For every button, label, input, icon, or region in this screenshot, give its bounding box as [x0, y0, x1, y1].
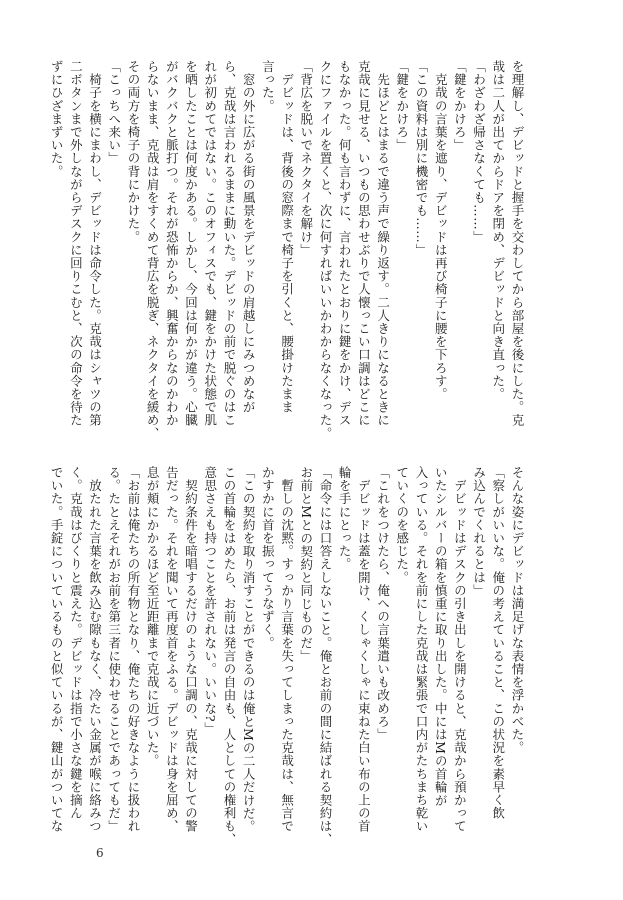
text-line: 「こっちへ来い」: [106, 60, 122, 165]
text-line: 告だった。それを聞いて再度首をふる。デビッドは身を屈め、: [164, 466, 180, 833]
text-line: 窓の外に広がる街の風景をデビッドの肩越しにみつめなが: [241, 60, 257, 414]
text-line: 「お前は俺たちの所有物となり、俺たちの好きなように扱われ: [125, 466, 141, 833]
upper-text-block: [49, 60, 527, 440]
text-line: 「察しがいいな。俺の考えていること、この状況を素早く飲: [490, 466, 506, 820]
text-line: 椅子を横にまわし、デビッドは命令した。克哉はシャツの第: [87, 60, 103, 427]
text-line: を理解し、デビッドと握手を交わしてから部屋を後にした。克: [510, 60, 525, 427]
text-line: その両方を椅子の背にかけた。: [125, 60, 141, 244]
text-line: がバクバクと脈打つ。それが恐怖からか、興奮からなのかわか: [164, 60, 180, 427]
text-line: 「鍵をかけろ」: [394, 60, 410, 152]
text-line: 息が頬にかかるほど至近距離まで克哉に近づいた。: [145, 466, 161, 768]
text-line: み込んでくれるとは」: [471, 466, 487, 597]
text-line: そんな姿にデビッドは満足げな表情を浮かべた。: [510, 466, 525, 755]
text-line: 二ボタンまで外しながらデスクに回りこむと、次の命令を待た: [68, 60, 84, 427]
text-line: 暫しの沈黙。すっかり言葉を失ってしまった克哉は、無言で: [279, 466, 295, 833]
text-line: 哉は二人が出てからドアを閉め、デビッドと向き直った。: [490, 60, 506, 401]
text-line: 「この契約を取り消すことができるのは俺とMの二人だけだ。: [241, 466, 257, 834]
text-line: 契約条件を暗唱するだけのような口調の、克哉に対しての警: [183, 466, 199, 833]
text-line: デビッドは、背後の窓際まで椅子を引くと、腰掛けたまま: [279, 60, 295, 414]
text-line: れが初めてではない。このオフィスでも、鍵をかけた状態で肌: [202, 60, 218, 427]
text-line: お前とMとの契約と同じものだ」: [298, 466, 314, 663]
text-line: 克哉の言葉を遮り、デビッドは再び椅子に腰を下ろす。: [433, 60, 449, 401]
text-line: 先ほどとはまるで違う声で繰り返す。二人きりになるときに: [375, 60, 391, 427]
text-line: 「背広を脱いでネクタイを解け」: [298, 60, 314, 257]
text-line: る。たとえそれがお前を第三者に使わせることであってもだ」: [106, 466, 122, 833]
text-line: 輪を手にとった。: [337, 466, 353, 571]
text-line: 「この資料は別に機密でも……」: [413, 60, 429, 257]
lower-text-block: [49, 466, 527, 846]
text-line: 「鍵をかけろ」: [452, 60, 468, 152]
text-line: 意思さえも持つことを許されない。いいな?」: [202, 466, 218, 736]
page-number: 6: [96, 846, 104, 860]
text-line: ら、克哉は言われるままに動いた。デビッドの前で脱ぐのはこ: [221, 60, 237, 427]
text-line: もなかった。何も言わずに、言われたとおりに鍵をかけ、デス: [337, 60, 353, 427]
text-line: 「これをつけたら、俺への言葉遣いも改めろ」: [375, 466, 391, 742]
text-line: かすかに首を振ってうなずく。: [260, 466, 276, 650]
text-line: 克哉に見せる、いつもの思わせぶりで人懐っこい口調はどこに: [356, 60, 372, 427]
text-line: を晒したことは何度かある。しかし、今回は何かが違う。心臓: [183, 60, 199, 427]
text-line: 入っている。それを前にした克哉は緊張で口内がたちまち乾い: [413, 466, 429, 833]
text-line: 「わざわざ帰さなくても……」: [471, 60, 487, 244]
text-line: 放たれた言葉を飲み込む隙もなく、冷たい金属が喉に絡みつ: [87, 466, 103, 833]
text-line: デビッドは蓋を開け、くしゃくしゃに束ねた白い布の上の首: [356, 466, 372, 833]
text-line: でいた。手錠についているものと似ているが、鍵山がついてな: [49, 466, 65, 833]
text-line: いたシルバーの箱を慎重に取り出した。中にはMの首輪が: [433, 466, 449, 807]
text-line: デビッドはデスクの引き出しを開けると、克哉から預かって: [452, 466, 468, 833]
text-line: らないまま、克哉は肩をすくめて背広を脱ぎ、ネクタイを緩め、: [145, 60, 161, 440]
text-line: く。克哉はびくりと震えた。デビッドは指で小さな鍵を摘ん: [68, 466, 84, 820]
text-line: 「命令には口答えしないこと。俺とお前の間に結ばれる契約は、: [317, 466, 333, 846]
text-line: クにファイルを置くと、次に何すればいいかわからなくなった。: [317, 60, 333, 440]
text-line: この首輪をはめたら、お前は発言の自由も、人としての権利も、: [221, 466, 237, 846]
text-line: 言った。: [260, 60, 276, 113]
text-line: ていくのを感じた。: [394, 466, 410, 584]
text-line: ずにひざまずいた。: [49, 60, 65, 178]
